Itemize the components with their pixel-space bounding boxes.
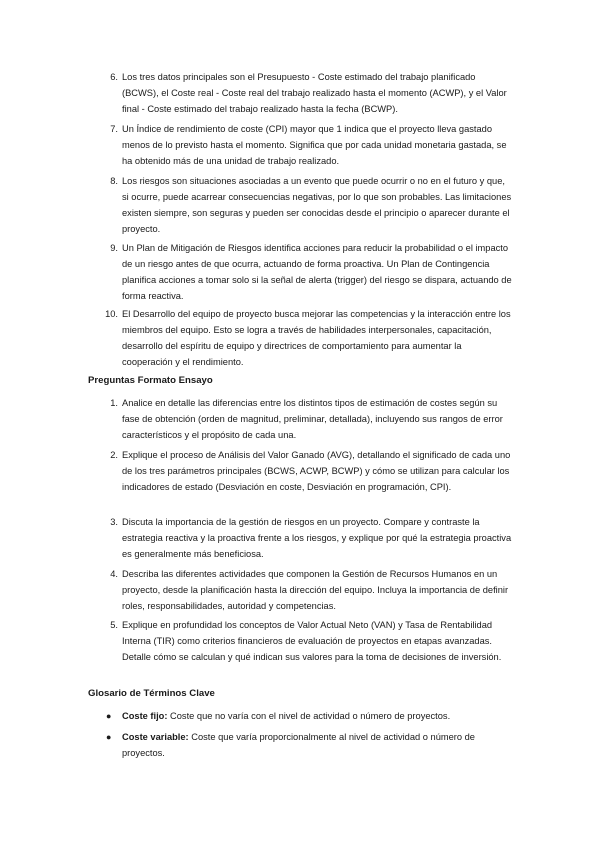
item-number: 4. xyxy=(110,569,118,579)
item-number: 8. xyxy=(110,176,118,186)
item-text: Los riesgos son situaciones asociadas a un evento que puede ocurrir o no en el futuro y que, si ocurre, puede acarrear consecuencias negativas, por lo que son probables. Las limitaciones existen siempre, son seguras y pueden ser conocidas desde el principio o aparecer durante el proyecto. xyxy=(122,176,512,234)
glossary-heading: Glosario de Términos Clave xyxy=(88,688,215,699)
item-text: Un Plan de Mitigación de Riesgos identifica acciones para reducir la probabilidad o el impacto de un riesgo antes de que ocurra, actuando de forma proactiva. Un Plan de Contingencia planifica acciones a tomar solo si la señal de alerta (trigger) del riesgo se dispara, actuando de forma reactiva. xyxy=(122,243,512,301)
item-text: Un Índice de rendimiento de coste (CPI) mayor que 1 indica que el proyecto lleva gastado menos de lo previsto hasta el momento. Significa que por cada unidad monetaria gastada, se ha obtenido más de una unidad de trabajo realizado. xyxy=(122,124,507,166)
essay-item-3 xyxy=(110,515,514,563)
item-text: Los tres datos principales son el Presupuesto - Coste estimado del trabajo planificado (BCWS), el Coste real - Coste real del trabajo realizado hasta el momento (ACWP), y el Valor final - Coste estimado del trabajo realizado hasta la fecha (BCWP). xyxy=(122,72,507,114)
item-number: 6. xyxy=(110,72,118,82)
item-text: Discuta la importancia de la gestión de riesgos en un proyecto. Compare y contraste la estrategia reactiva y la proactiva frente a los riesgos, y explique por qué la estrategia proactiva es generalmente más beneficiosa. xyxy=(122,517,512,559)
bullet-icon: ● xyxy=(106,711,112,721)
item-number: 9. xyxy=(110,243,118,253)
essay-item-2 xyxy=(110,448,514,496)
item-number: 1. xyxy=(110,398,118,408)
glossary-definition: Coste que varía proporcionalmente al nivel de actividad o número de proyectos. xyxy=(122,732,475,758)
item-number: 7. xyxy=(110,124,118,134)
item-number: 5. xyxy=(110,620,118,630)
glossary-term: Coste fijo: xyxy=(122,711,168,721)
list-item-9 xyxy=(110,241,514,305)
item-number: 10. xyxy=(105,309,118,319)
item-text: Explique el proceso de Análisis del Valor Ganado (AVG), detallando el significado de cada uno de los tres parámetros principales (BCWS, ACWP, BCWP) y cómo se utilizan para calcular los indicadores de estado (Desviación en coste, Desviación en programación, CPI). xyxy=(122,450,511,492)
glossary-item xyxy=(106,730,514,762)
list-item-7 xyxy=(110,122,514,170)
item-number: 3. xyxy=(110,517,118,527)
item-text: Analice en detalle las diferencias entre los distintos tipos de estimación de costes según su fase de obtención (orden de magnitud, preliminar, detallada), incluyendo sus rangos de error característicos y el propósito de cada una. xyxy=(122,398,503,440)
list-item-8 xyxy=(110,174,514,238)
essay-heading: Preguntas Formato Ensayo xyxy=(88,375,213,386)
glossary-definition: Coste que no varía con el nivel de actividad o número de proyectos. xyxy=(170,711,451,721)
essay-item-1 xyxy=(110,396,514,444)
item-text: Explique en profundidad los conceptos de Valor Actual Neto (VAN) y Tasa de Rentabilidad Interna (TIR) como criterios financieros de evaluación de proyectos en etapas avanzadas. Detalle cómo se calculan y qué indican sus valores para la toma de decisiones de inversión. xyxy=(122,620,502,662)
essay-item-4 xyxy=(110,567,514,615)
bullet-icon: ● xyxy=(106,732,112,742)
glossary-term: Coste variable: xyxy=(122,732,189,742)
item-number: 2. xyxy=(110,450,118,460)
list-item-6 xyxy=(110,70,514,118)
item-text: El Desarrollo del equipo de proyecto busca mejorar las competencias y la interacción entre los miembros del equipo. Esto se logra a través de habilidades interpersonales, capacitación, desarrollo del espíritu de equipo y directrices de comportamiento para aumentar la cooperación y el rendimiento. xyxy=(122,309,511,367)
glossary-item xyxy=(106,709,514,725)
item-text: Describa las diferentes actividades que componen la Gestión de Recursos Humanos en un proyecto, desde la planificación hasta la dirección del equipo. Incluya la importancia de definir roles, responsabilidades, autoridad y competencias. xyxy=(122,569,509,611)
list-item-10 xyxy=(105,307,514,371)
essay-item-5 xyxy=(110,618,514,666)
